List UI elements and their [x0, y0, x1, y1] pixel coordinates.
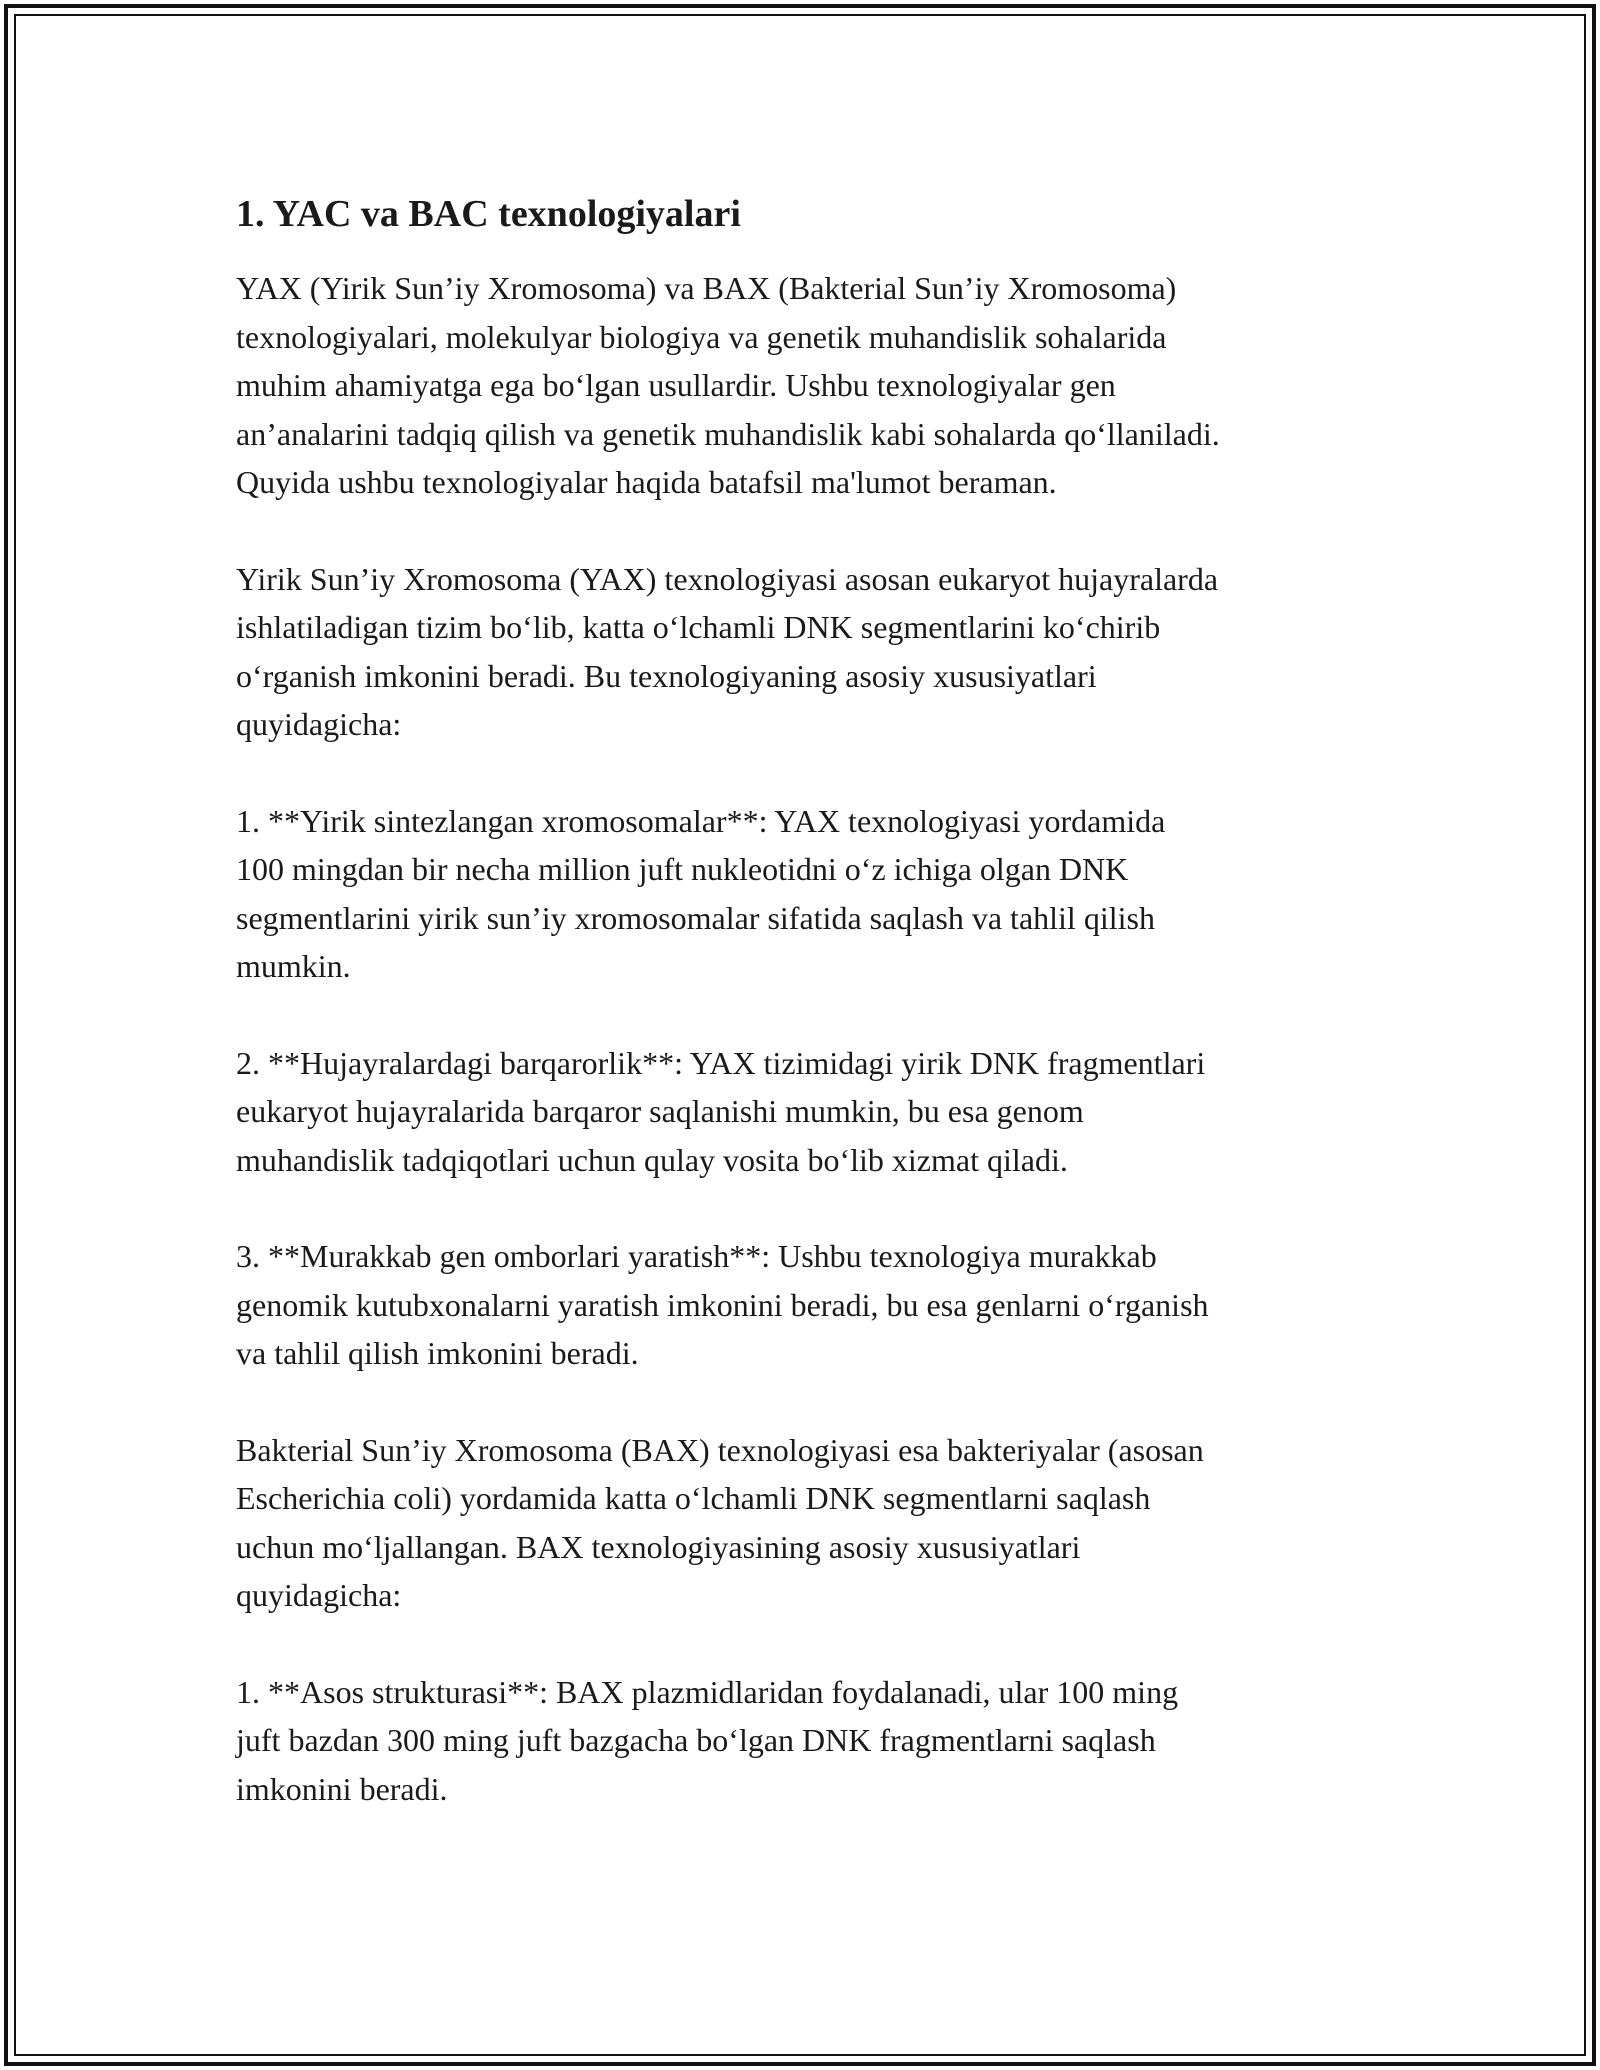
- yax-description-paragraph: Yirik Sun’iy Xromosoma (YAX) texnologiyasi asosan eukaryot hujayralarda ishlatiladigan tizim bo‘lib, katta o‘lchamli DNK segmentlarini ko‘chirib o‘rganish imkonini beradi. Bu texnologiyaning asosiy xususiyatlari quyidagicha:: [236, 560, 1219, 742]
- yax-feature-3-paragraph: 3. **Murakkab gen omborlari yaratish**: Ushbu texnologiya murakkab genomik kutubxonalarni yaratish imkonini beradi, bu esa genlarni o‘rganish va tahlil qilish imkonini beradi.: [236, 1238, 1209, 1371]
- document-body: [236, 186, 1386, 1861]
- yax-feature-2-paragraph: 2. **Hujayralardagi barqarorlik**: YAX tizimidagi yirik DNK fragmentlari eukaryot hujayralarida barqaror saqlanishi mumkin, bu esa genom muhandislik tadqiqotlari uchun qulay vosita bo‘lib xizmat qiladi.: [236, 1044, 1206, 1178]
- bax-feature-1-paragraph: 1. **Asos strukturasi**: BAX plazmidlaridan foydalanadi, ular 100 ming juft bazdan 300 ming juft bazgacha bo‘lgan DNK fragmentlarni saqlash imkonini beradi.: [236, 1673, 1179, 1807]
- yax-feature-1-paragraph: 1. **Yirik sintezlangan xromosomalar**: YAX texnologiyasi yordamida 100 mingdan bir necha million juft nukleotidni o‘z ichiga olgan DNK segmentlarini yirik sun’iy xromosomalar sifatida saqlash va tahlil qilish mumkin.: [236, 802, 1166, 984]
- intro-paragraph: YAX (Yirik Sun’iy Xromosoma) va BAX (Bakterial Sun’iy Xromosoma) texnologiyalari, molekulyar biologiya va genetik muhandislik sohalarida muhim ahamiyatga ega bo‘lgan usullardir. Ushbu texnologiyalar gen an’analarini tadqiq qilish va genetik muhandislik kabi sohalarda qo‘llaniladi. Quyida ushbu texnologiyalar haqida batafsil ma'lumot beraman.: [236, 270, 1220, 500]
- section-heading: 1. YAC va BAC texnologiyalari: [236, 193, 741, 235]
- bax-description-paragraph: Bakterial Sun’iy Xromosoma (BAX) texnologiyasi esa bakteriyalar (asosan Escherichia coli) yordamida katta o‘lchamli DNK segmentlarni saqlash uchun mo‘ljallangan. BAX texnologiyasining asosiy xususiyatlari quyidagicha:: [236, 1431, 1204, 1613]
